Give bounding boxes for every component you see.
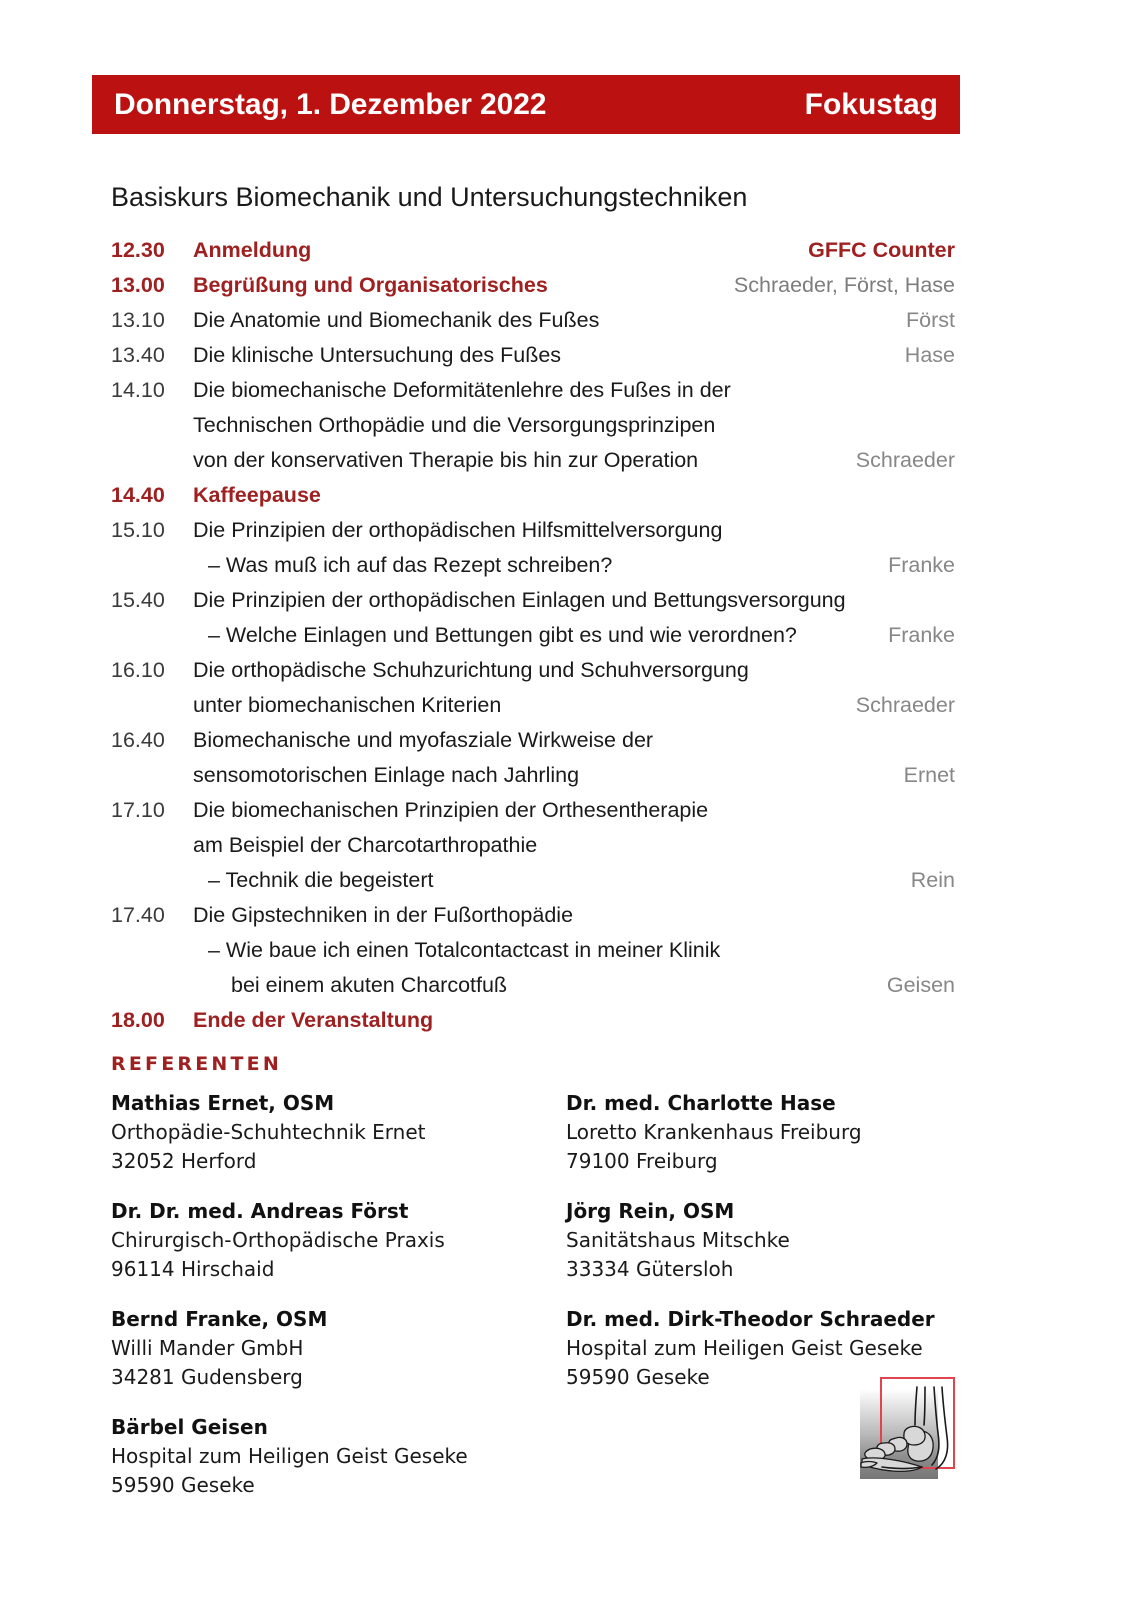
schedule-speaker: Schraeder [855,448,955,472]
schedule-time: 16.40 [111,728,165,752]
schedule-time: 13.10 [111,308,165,332]
speaker-affiliation-line: 59590 Geseke [111,1473,255,1497]
schedule-subline: Technischen Orthopädie und die Versorgungsprinzipen [193,413,716,437]
speaker-affiliation-line: 34281 Gudensberg [111,1365,303,1389]
schedule-subline: – Wie baue ich einen Totalcontactcast in meiner Klinik [208,938,721,962]
speakers-column-left [111,1089,566,1521]
schedule-speaker: Geisen [886,973,955,997]
schedule-title: Anmeldung [193,238,312,262]
schedule-title-row [193,268,955,303]
schedule-entry-body [193,653,955,723]
speaker-affiliation-line: 96114 Hirschaid [111,1257,275,1281]
speaker-name: Bernd Franke, OSM [111,1307,328,1331]
day-header-bar [92,75,960,134]
schedule-title-row [193,513,955,548]
schedule-title-row [193,793,955,828]
schedule-subline-row [193,408,955,443]
schedule-title-row [193,898,955,933]
schedule-speaker: Hase [904,343,955,367]
schedule-time: 13.40 [111,343,165,367]
schedule-row [111,723,955,793]
schedule-time: 14.10 [111,378,165,402]
schedule-title: Begrüßung und Organisatorisches [193,273,548,297]
speakers-columns [111,1089,971,1521]
schedule-title: Kaffeepause [193,483,321,507]
schedule-entry-body [193,793,955,898]
speaker-affiliation-line: 59590 Geseke [566,1365,710,1389]
schedule-title: Die klinische Untersuchung des Fußes [193,343,562,367]
speaker-affiliation-line: Hospital zum Heiligen Geist Geseke [566,1336,923,1360]
schedule-title-row [193,338,955,373]
header-date: Donnerstag, 1. Dezember 2022 [114,87,547,121]
schedule-time: 17.10 [111,798,165,822]
schedule-subline-row [193,828,955,863]
schedule-entry-body [193,373,955,478]
schedule-subline-row [193,548,955,583]
schedule-entry-body [193,478,955,513]
schedule-entry-body [193,723,955,793]
schedule-subline-row [193,688,955,723]
schedule-speaker: Schraeder [855,693,955,717]
schedule-entry-body [193,898,955,1003]
schedule-time: 18.00 [111,1008,165,1032]
schedule-row [111,373,955,478]
speaker-affiliation-line: Sanitätshaus Mitschke [566,1228,790,1252]
schedule-title: Die biomechanischen Prinzipien der Orthesentherapie [193,798,709,822]
schedule-subline: am Beispiel der Charcotarthropathie [193,833,538,857]
schedule-subline-row [193,933,955,968]
schedule-title-row [193,583,955,618]
schedule-speaker: Först [906,308,955,332]
schedule-speaker: Rein [910,868,955,892]
schedule-entry-body [193,513,955,583]
schedule-time: 12.30 [111,238,165,262]
schedule-row [111,1003,955,1038]
schedule-title-row [193,723,955,758]
schedule-entry-body [193,303,955,338]
schedule-time: 15.10 [111,518,165,542]
schedule-subline: bei einem akuten Charcotfuß [231,973,508,997]
schedule-subline-row [193,968,955,1003]
speaker-affiliation-line: Loretto Krankenhaus Freiburg [566,1120,862,1144]
schedule-title-row [193,1003,955,1038]
schedule-row [111,898,955,1003]
schedule-speaker: Franke [888,553,955,577]
schedule-subline-row [193,758,955,793]
schedule-title: Die biomechanische Deformitätenlehre des Fußes in der [193,378,731,402]
schedule-list [111,233,955,1038]
schedule-row [111,793,955,898]
schedule-entry-body [193,338,955,373]
schedule-row [111,268,955,303]
schedule-title-row [193,653,955,688]
schedule-subline: – Welche Einlagen und Bettungen gibt es und wie verordnen? [208,623,797,647]
schedule-time: 15.40 [111,588,165,612]
schedule-title: Die Prinzipien der orthopädischen Hilfsmittelversorgung [193,518,723,542]
speaker-name: Mathias Ernet, OSM [111,1091,335,1115]
schedule-subline: von der konservativen Therapie bis hin zur Operation [193,448,699,472]
schedule-speaker: Ernet [903,763,955,787]
schedule-row [111,338,955,373]
speaker-name: Jörg Rein, OSM [566,1199,735,1223]
speaker-entry [111,1413,566,1500]
speaker-affiliation-line: 32052 Herford [111,1149,257,1173]
schedule-title: Die Anatomie und Biomechanik des Fußes [193,308,600,332]
schedule-time: 17.40 [111,903,165,927]
schedule-row [111,653,955,723]
speaker-name: Dr. med. Charlotte Hase [566,1091,836,1115]
speakers-section [111,1053,971,1521]
speaker-affiliation-line: Chirurgisch-Orthopädische Praxis [111,1228,445,1252]
speaker-name: Bärbel Geisen [111,1415,268,1439]
schedule-title: Die orthopädische Schuhzurichtung und Schuhversorgung [193,658,749,682]
schedule-entry-body [193,268,955,303]
schedule-speaker: Schraeder, Först, Hase [733,273,955,297]
speaker-entry [566,1089,971,1176]
schedule-title-row [193,233,955,268]
speaker-name: Dr. med. Dirk-Theodor Schraeder [566,1307,935,1331]
speaker-entry [566,1197,971,1284]
foot-bones-icon [860,1385,955,1479]
foot-skeleton-logo [860,1377,955,1479]
schedule-title-row [193,478,955,513]
schedule-subline: – Technik die begeistert [208,868,434,892]
course-title: Basiskurs Biomechanik und Untersuchungstechniken [111,182,748,212]
schedule-title-row [193,303,955,338]
header-event-kind: Fokustag [804,87,938,121]
speakers-heading: REFERENTEN [111,1053,282,1075]
speaker-affiliation-line: Hospital zum Heiligen Geist Geseke [111,1444,468,1468]
speaker-affiliation-line: 79100 Freiburg [566,1149,718,1173]
schedule-title: Biomechanische und myofasziale Wirkweise der [193,728,654,752]
schedule-speaker: GFFC Counter [808,238,955,262]
schedule-subline: – Was muß ich auf das Rezept schreiben? [208,553,613,577]
speaker-affiliation-line: Willi Mander GmbH [111,1336,304,1360]
schedule-time: 16.10 [111,658,165,682]
schedule-entry-body [193,1003,955,1038]
schedule-entry-body [193,233,955,268]
speaker-entry [111,1305,566,1392]
speaker-entry [111,1197,566,1284]
schedule-entry-body [193,583,955,653]
schedule-row [111,478,955,513]
schedule-subline-row [193,863,955,898]
schedule-row [111,303,955,338]
schedule-title: Die Gipstechniken in der Fußorthopädie [193,903,574,927]
schedule-title-row [193,373,955,408]
schedule-title: Die Prinzipien der orthopädischen Einlagen und Bettungsversorgung [193,588,846,612]
schedule-speaker: Franke [888,623,955,647]
speaker-entry [111,1089,566,1176]
schedule-subline-row [193,443,955,478]
speaker-name: Dr. Dr. med. Andreas Först [111,1199,409,1223]
schedule-subline: unter biomechanischen Kriterien [193,693,502,717]
schedule-row [111,233,955,268]
schedule-title: Ende der Veranstaltung [193,1008,434,1032]
speaker-affiliation-line: 33334 Gütersloh [566,1257,734,1281]
schedule-subline-row [193,618,955,653]
schedule-time: 14.40 [111,483,165,507]
schedule-row [111,513,955,583]
schedule-subline: sensomotorischen Einlage nach Jahrling [193,763,580,787]
schedule-row [111,583,955,653]
schedule-time: 13.00 [111,273,165,297]
speaker-affiliation-line: Orthopädie-Schuhtechnik Ernet [111,1120,426,1144]
